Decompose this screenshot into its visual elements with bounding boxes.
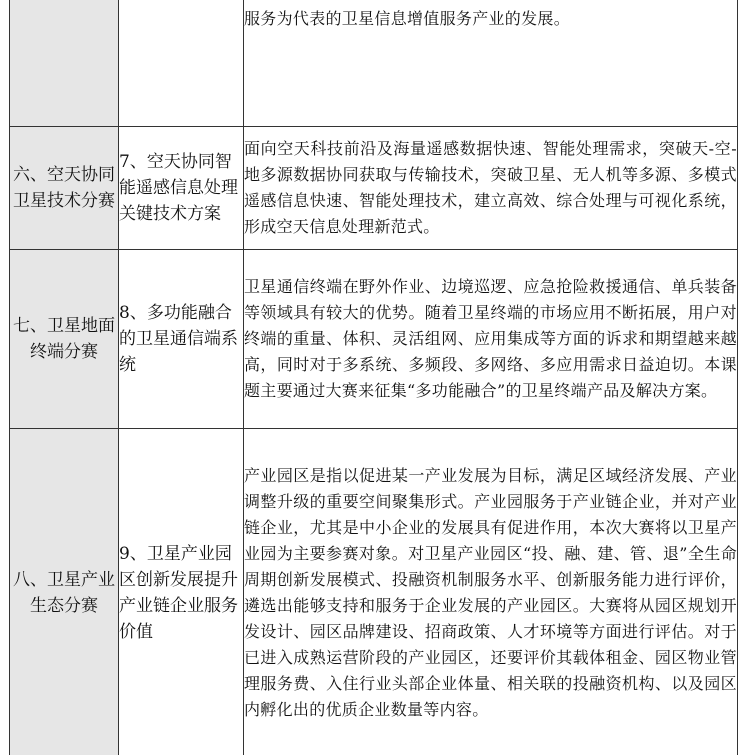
table-row (10, 127, 738, 250)
competition-tracks-table (9, 0, 738, 755)
description-cell: 产业园区是指以促进某一产业发展为目标，满足区域经济发展、产业调整升级的重要空间聚集形式。产业园服务于产业链企业，并对产业链企业，尤其是中小企业的发展具有促进作用，本次大赛将以卫星产业园为主要参赛对象。对卫星产业园区“投、融、建、管、退”全生命周期创新发展模式、投融资机制服务水平、创新服务能力进行评价，遴选出能够支持和服务于企业发展的产业园区。大赛将从园区规划开发设计、园区品牌建设、招商政策、人才环境等方面进行评估。对于已进入成熟运营阶段的产业园区，还要评价其载体租金、园区物业管理服务费、入住行业头部企业体量、相关联的投融资机构、以及园区内孵化出的优质企业数量等内容。 (244, 429, 738, 755)
topic-cell: 7、空天协同智能遥感信息处理关键技术方案 (119, 127, 244, 250)
topic-cell: 8、多功能融合的卫星通信端系统 (119, 250, 244, 429)
category-cell: 七、卫星地面终端分赛 (10, 250, 119, 429)
topic-cell (119, 0, 244, 127)
description-cell: 面向空天科技前沿及海量遥感数据快速、智能处理需求，突破天-空-地多源数据协同获取与传输技术，突破卫星、无人机等多源、多模式遥感信息快速、智能处理技术，建立高效、综合处理与可视化系统，形成空天信息处理新范式。 (244, 127, 738, 250)
topic-cell: 9、卫星产业园区创新发展提升产业链企业服务价值 (119, 429, 244, 755)
table-row (10, 429, 738, 755)
table-row (10, 0, 738, 127)
description-cell: 服务为代表的卫星信息增值服务产业的发展。 (244, 0, 738, 127)
category-cell: 八、卫星产业生态分赛 (10, 429, 119, 755)
category-cell: 六、空天协同卫星技术分赛 (10, 127, 119, 250)
description-cell: 卫星通信终端在野外作业、边境巡逻、应急抢险救援通信、单兵装备等领域具有较大的优势。随着卫星终端的市场应用不断拓展，用户对终端的重量、体积、灵活组网、应用集成等方面的诉求和期望越来越高，同时对于多系统、多频段、多网络、多应用需求日益迫切。本课题主要通过大赛来征集“多功能融合”的卫星终端产品及解决方案。 (244, 250, 738, 429)
table-row (10, 250, 738, 429)
category-cell (10, 0, 119, 127)
